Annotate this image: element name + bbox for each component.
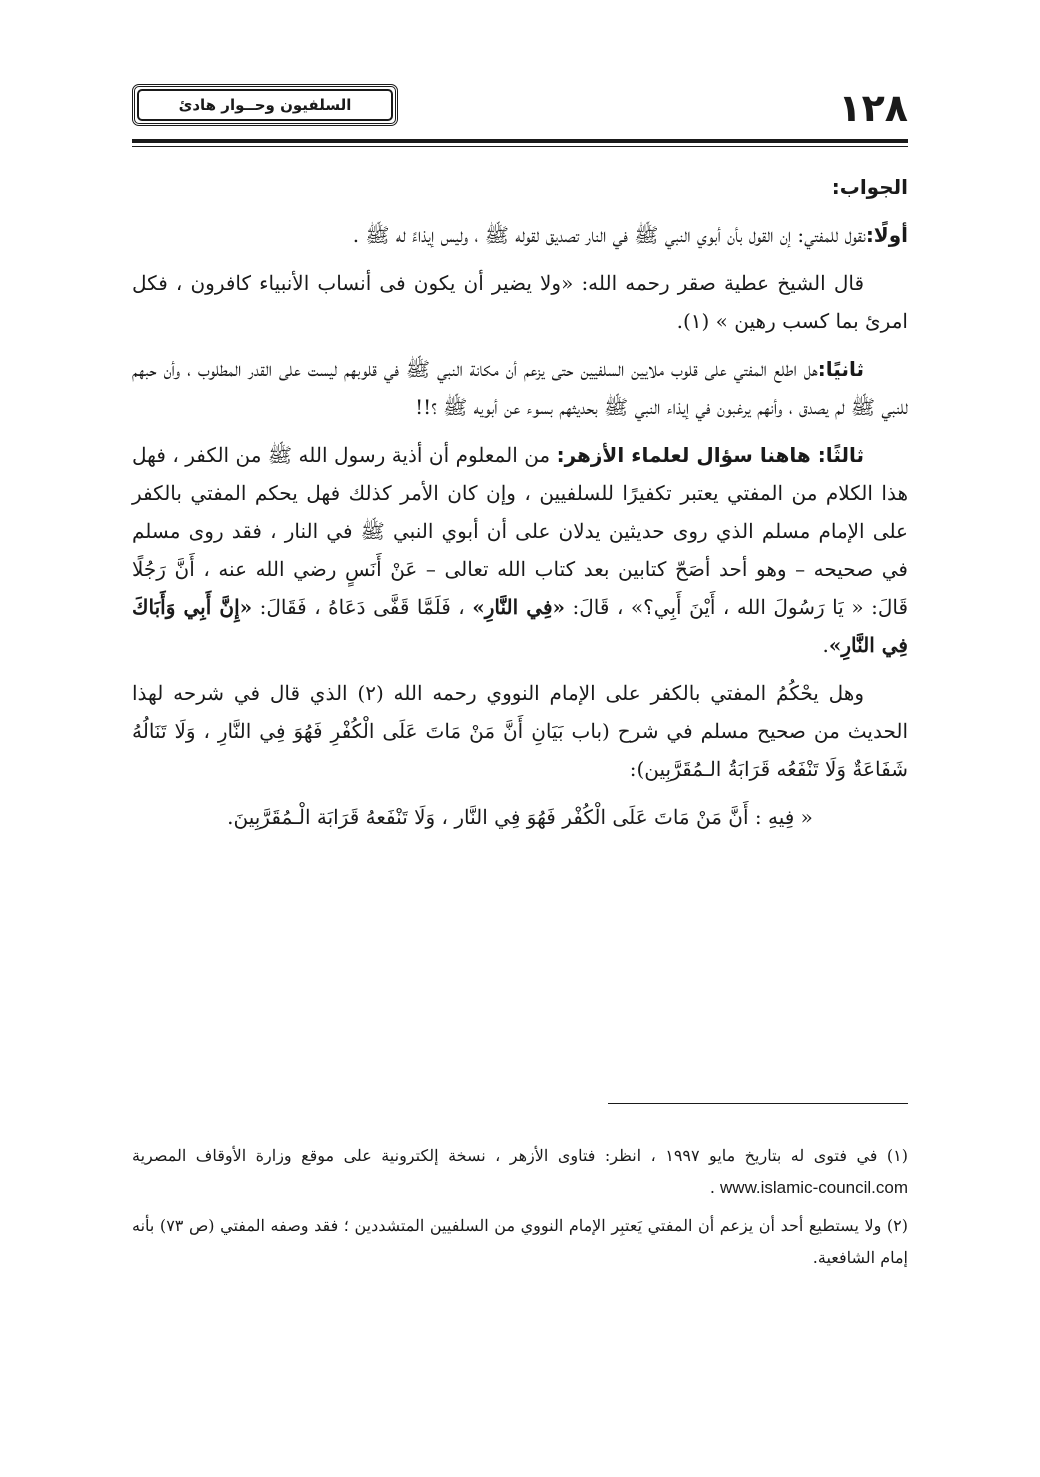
book-title-box	[132, 84, 398, 126]
header-rule	[132, 139, 908, 147]
paragraph-first-text: نقول للمفتي: إن القول بأن أبوي النبي ﷺ في النار تصديق لقوله ﷺ ، وليس إيذاءً له ﷺ .	[352, 223, 866, 247]
main-text	[132, 168, 908, 846]
hadith-highlight-1: «فِي النَّارِ»	[472, 595, 566, 619]
paragraph-first-lead: أولًا:	[865, 223, 908, 247]
footnote-1-text: (١) في فتوى له بتاريخ مايو ١٩٩٧ ، انظر: فتاوى الأزهر ، نسخة إلكترونية على موقع وزارة الأوقاف المصرية	[132, 1146, 908, 1165]
paragraph-second-lead: ثانيًا:	[817, 357, 864, 381]
answer-heading: الجواب:	[831, 175, 908, 199]
page-header	[132, 84, 908, 130]
paragraph-second-text: هل اطلع المفتي على قلوب ملايين السلفيين حتى يزعم أن مكانة النبي ﷺ في قلوبهم ليست على القدر المطلوب ، وأن حبهم للنبي ﷺ لم يصدق ، وأنهم يرغبون في إيذاء النبي ﷺ بحديثهم بسوء عن أبويه ﷺ ؟!!	[132, 357, 908, 419]
footnote-1-link[interactable]: www.islamic-council.com	[720, 1178, 908, 1197]
paragraph-third-end: .	[822, 633, 829, 657]
nawawi-quote: « فِيهِ : أَنَّ مَنْ مَاتَ عَلَى الْكُفْر فَهُوَ فِي النَّار ، وَلَا تَنْفَعهُ قَرَابَة الْـمُقَرَّبِينَ.	[227, 805, 813, 829]
footnote-1	[132, 1140, 908, 1204]
paragraph-second	[132, 350, 908, 426]
paragraph-third-lead: ثالثًا: هاهنا سؤال لعلماء الأزهر:	[556, 443, 865, 467]
page-number: ١٢٨	[838, 86, 908, 130]
paragraph-third	[132, 436, 908, 664]
hadith-highlight-2: «إِنَّ أَبِي وَأَبَاكَ فِي النَّارِ»	[132, 595, 908, 657]
paragraph-quote-sheikh: قال الشيخ عطية صقر رحمه الله: «ولا يضير أن يكون فى أنساب الأنبياء كافرون ، فكل امرئ بما كسب رهين » (١).	[132, 271, 908, 333]
book-title: السلفيون وحــوار هادئ	[137, 89, 393, 121]
paragraph-fourth: وهل يحْكُمُ المفتي بالكفر على الإمام النووي رحمه الله (٢) الذي قال في شرحه لهذا الحديث من صحيح مسلم في شرح (باب بَيَانِ أَنَّ مَنْ مَاتَ عَلَى الْكُفْرِ فَهُوَ فِي النَّارِ ، وَلَا تَنَالُهُ شَفَاعَةٌ وَلَا تَنْفَعُه قَرَابَةُ الـمُقَرَّبِين):	[132, 681, 908, 781]
paragraph-first	[132, 216, 908, 254]
paragraph-third-text-b: ، فَلَمَّا قَفَّى دَعَاهُ ، فَقَالَ:	[259, 595, 465, 619]
footnotes	[132, 1140, 908, 1280]
footnote-1-end: .	[709, 1178, 715, 1197]
footnote-2: (٢) ولا يستطيع أحد أن يزعم أن المفتي يَعتبِر الإمام النووي من السلفيين المتشددين ؛ فقد وصفه المفتي (ص ٧٣) بأنه إمام الشافعية.	[132, 1216, 909, 1267]
paragraph-third-text-a: من المعلوم أن أذية رسول الله ﷺ من الكفر ، فهل هذا الكلام من المفتي يعتبر تكفيرًا للسلفيين ، وإن كان الأمر كذلك فهل يحكم المفتي بالكفر على الإمام مسلم الذي روى حديثين يدلان على أن أبوي النبي ﷺ في النار ، فقد روى مسلم في صحيحه – وهو أحد أصَحّ كتابين بعد كتاب الله تعالى – عَنْ أَنَسٍ رضي الله عنه ، أَنَّ رَجُلًا قَالَ: « يَا رَسُولَ الله ، أَيْنَ أَبِي؟» ، قَالَ:	[132, 443, 909, 619]
footnote-separator	[608, 1103, 908, 1104]
